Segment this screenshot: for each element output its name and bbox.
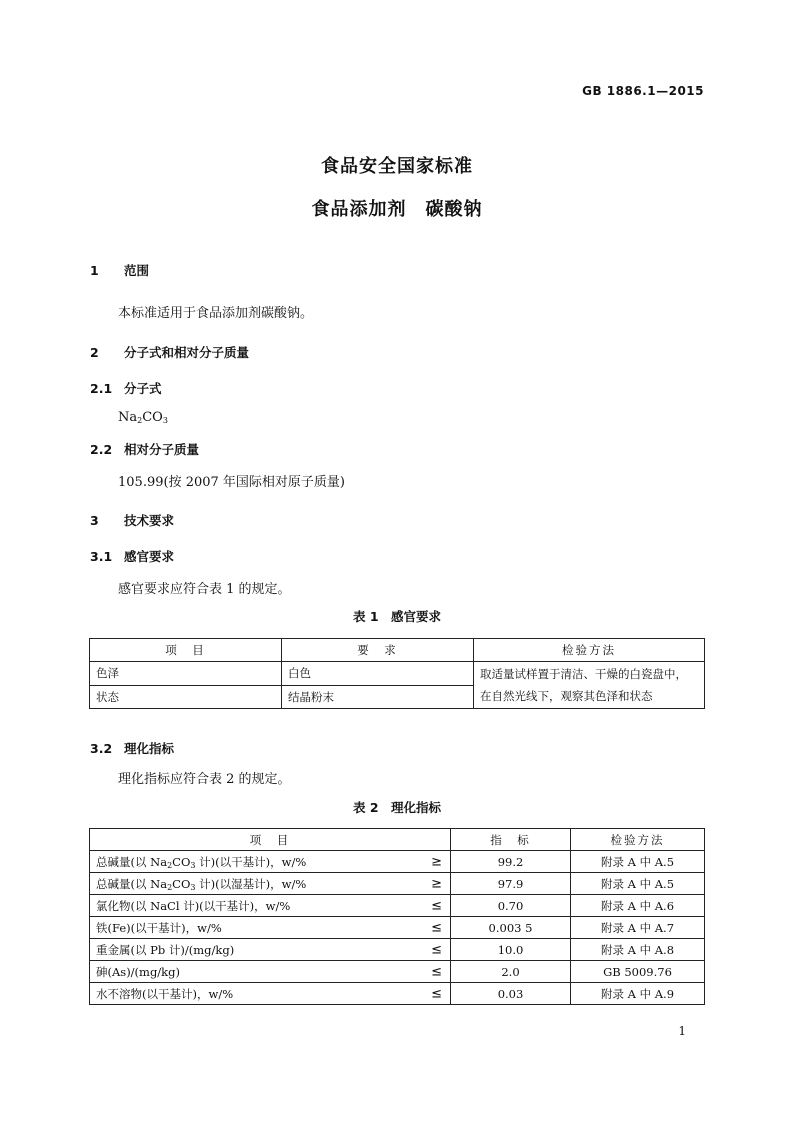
section-1-heading [90,261,149,279]
table-header: 要 求 [282,639,474,662]
table-cell-value: 0.70 [451,895,571,917]
section-title: 感官要求 [124,549,175,564]
table-1-caption: 表 1 感官要求 [352,609,442,624]
section-number: 2.2 [90,442,113,457]
table-row [90,895,705,917]
table-cell-item: 氯化物(以 NaCl 计)(以干基计)，w/% ≤ [90,895,451,917]
table-cell-method: GB 5009.76 [571,961,705,983]
table-cell-item: 重金属(以 Pb 计)/(mg/kg) ≤ [90,939,451,961]
table-cell-method: 附录 A 中 A.5 [571,851,705,873]
molecular-formula: $Na_2CO_3$ [118,410,168,425]
table-header: 项 目 [90,829,451,851]
table-cell-value: 97.9 [451,873,571,895]
section-3-heading [90,511,174,529]
table-row [90,873,705,895]
section-title: 相对分子质量 [124,442,200,457]
relation-symbol: ≥ [431,876,442,891]
section-2-heading [90,343,249,361]
table-header: 指 标 [451,829,571,851]
standard-code: GB 1886.1—2015 [582,84,704,98]
section-title: 范围 [124,263,150,278]
table-row [90,983,705,1005]
table-row [90,662,705,686]
table-cell-method: 附录 A 中 A.5 [571,873,705,895]
table-cell-item: 水不溶物(以干基计)，w/% ≤ [90,983,451,1005]
relation-symbol: ≤ [431,942,442,957]
section-number: 3 [90,513,99,528]
section-2-2-heading [90,440,199,458]
table-header: 检验方法 [474,639,705,662]
relation-symbol: ≤ [431,920,442,935]
section-2-1-heading [90,379,162,397]
section-number: 2.1 [90,381,113,396]
table-cell: 白色 [282,662,474,686]
table-cell: 状态 [90,685,282,709]
table-2-caption: 表 2 理化指标 [352,800,442,815]
section-3-2-text: 理化指标应符合表 2 的规定。 [118,772,291,787]
document-subtitle: 食品添加剂 碳酸钠 [311,199,483,220]
table-cell-item: 总碱量(以 $Na_2CO_3$ 计)(以湿基计)，w/% ≥ [90,873,451,895]
table-cell-value: 0.003 5 [451,917,571,939]
table-cell-item: 总碱量(以 $Na_2CO_3$ 计)(以干基计)，w/% ≥ [90,851,451,873]
table-cell-item: 铁(Fe)(以干基计)，w/% ≤ [90,917,451,939]
section-number: 1 [90,263,99,278]
table-header: 项 目 [90,639,282,662]
table-2 [89,828,705,1005]
section-number: 3.2 [90,741,113,756]
table-row [90,917,705,939]
section-title: 分子式和相对分子质量 [124,345,250,360]
table-cell-item: 砷(As)/(mg/kg) ≤ [90,961,451,983]
section-1-text: 本标准适用于食品添加剂碳酸钠。 [118,306,314,321]
table-header: 检验方法 [571,829,705,851]
section-3-2-heading [90,739,174,757]
table-row [90,851,705,873]
relation-symbol: ≤ [431,898,442,913]
table-row [90,939,705,961]
section-title: 分子式 [124,381,162,396]
relation-symbol: ≥ [431,854,442,869]
section-title: 理化指标 [124,741,175,756]
table-row [90,961,705,983]
relation-symbol: ≤ [431,986,442,1001]
document-title: 食品安全国家标准 [321,156,473,177]
section-number: 3.1 [90,549,113,564]
table-cell-value: 99.2 [451,851,571,873]
table-cell-method: 附录 A 中 A.9 [571,983,705,1005]
table-cell-method: 附录 A 中 A.8 [571,939,705,961]
table-cell-method: 取适量试样置于清洁、干燥的白瓷盘中，在自然光线下，观察其色泽和状态 [474,662,705,709]
section-3-1-heading [90,547,174,565]
table-cell-value: 2.0 [451,961,571,983]
table-cell-value: 10.0 [451,939,571,961]
table-cell: 色泽 [90,662,282,686]
section-3-1-text: 感官要求应符合表 1 的规定。 [118,582,291,597]
table-1 [89,638,705,709]
section-title: 技术要求 [124,513,175,528]
molecular-mass: 105.99(按 2007 年国际相对原子质量) [118,475,345,490]
page-number: 1 [678,1024,686,1038]
section-number: 2 [90,345,99,360]
relation-symbol: ≤ [431,964,442,979]
table-cell-method: 附录 A 中 A.7 [571,917,705,939]
table-cell: 结晶粉末 [282,685,474,709]
table-cell-method: 附录 A 中 A.6 [571,895,705,917]
table-cell-value: 0.03 [451,983,571,1005]
